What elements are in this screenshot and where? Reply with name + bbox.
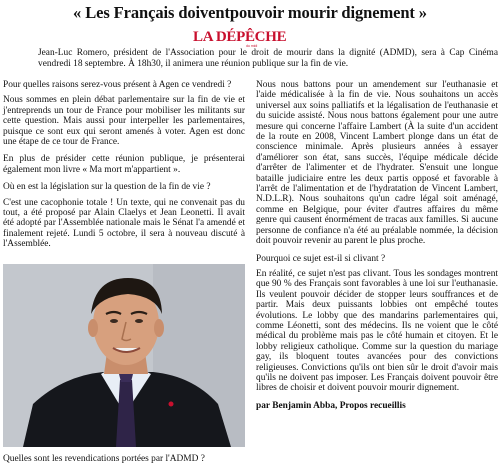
interview-answer: En plus de présider cette réunion publique, je présenterai également mon livre « Ma mort m'appartient ».	[3, 154, 245, 175]
article-headline: « Les Français doiventpouvoir mourir dignement »	[73, 3, 427, 22]
newspaper-logo-subtitle: du midi	[246, 44, 258, 48]
interview-answer: Nous sommes en plein débat parlementaire sur la fin de vie et j'entreprends un tour de France pour mobiliser les militants sur cette question. Mais aussi pour interpeller les parlementaires, puisque ce sont eux qui seront amenés à voter. Agen est donc une étape de ce tour de France.	[3, 95, 245, 148]
article-intro: Jean-Luc Romero, président de l'Association pour le droit de mourir dans la dignité (ADMD), sera à Cap Cinéma vendredi 18 septembre. À 18h30, il animera une réunion publique sur la fin de vie.	[38, 48, 498, 69]
interview-question: Pour quelles raisons serez-vous présent à Agen ce vendredi ?	[3, 80, 232, 90]
interview-answer: C'est une cacophonie totale ! Un texte, qui ne convenait pas du tout, a été proposé par Alain Claelys et Jean Leonetti. Il avait été adopté par l'Assemblée nationale mais le Sénat l'a amendé et finalement rejeté. Lundi 5 octobre, il sera à nouveau discuté à l'Assemblée.	[3, 197, 245, 250]
interview-question: Pourquoi ce sujet est-il si clivant ?	[256, 253, 386, 264]
interview-answer: Nous nous battons pour un amendement sur l'euthanasie et l'aide médicalisée à la fin de vie. Nous souhaitons un accès universel aux soins palliatifs et la légalisation de l'euthanasie et du suicide assisté. Nous nous battons également pour une autre mesure qui concerne l'affaire Lambert (À la suite d'un accident de la route en 2008, Vincent Lambert plonge dans un état de conscience minimale. Après plusieurs années à essayer d'améliorer son état, sans succès, l'équipe médicale décide d'arrêter de l'alimenter et de l'hydrater. S'ensuit une longue bataille judiciaire entre les deux partis opposé et favorable à l'arrêt de l'alimentation et de l'hydratation de Vincent Lambert, N.D.L.R). Nous souhaitons qu'un cadre légal soit aménagé, comme en Belgique, pour éviter d'autres affaires du même genre qui causent énormément de tracas aux familles. Si aucune personne de confiance n'a été au préalable nommée, la décision doit pouvoir revenir au parent le plus proche.	[256, 80, 498, 247]
portrait-illustration	[3, 264, 245, 447]
portrait-photo	[3, 264, 245, 447]
interview-answer: En réalité, ce sujet n'est pas clivant. Tous les sondages montrent que 90 % des Français sont favorables à une loi sur l'euthanasie. Ils veulent pouvoir décider de stopper leurs souffrances et de partir. Mais deux puissants lobbies ont empêché toutes évolutions. Le lobby que des mandarins parlementaires qui, comme Léonetti, sont des médecins. Ils ne voient que le côté médical du problème mais pas le côté humain et citoyen. Et le lobby religieux catholique. Comme sur la question du mariage gay, ils bloquent toutes avancées pour des convictions religieuses. Convictions qu'ils ont bien sûr le droit d'avoir mais qu'ils ne doivent pas imposer. Les Français doivent pouvoir être libres de choisir et doivent pouvoir mourir dignement.	[256, 268, 498, 394]
right-column	[256, 80, 498, 418]
left-column	[3, 80, 245, 257]
interview-question: Où en est la législation sur la question de la fin de vie ?	[3, 182, 211, 193]
newspaper-logo: LA DÉPÊCHE	[193, 29, 287, 45]
article-signature: par Benjamin Abba, Propos recueillis	[256, 400, 406, 411]
interview-question: Quelles sont les revendications portées par l'ADMD ?	[3, 454, 205, 464]
